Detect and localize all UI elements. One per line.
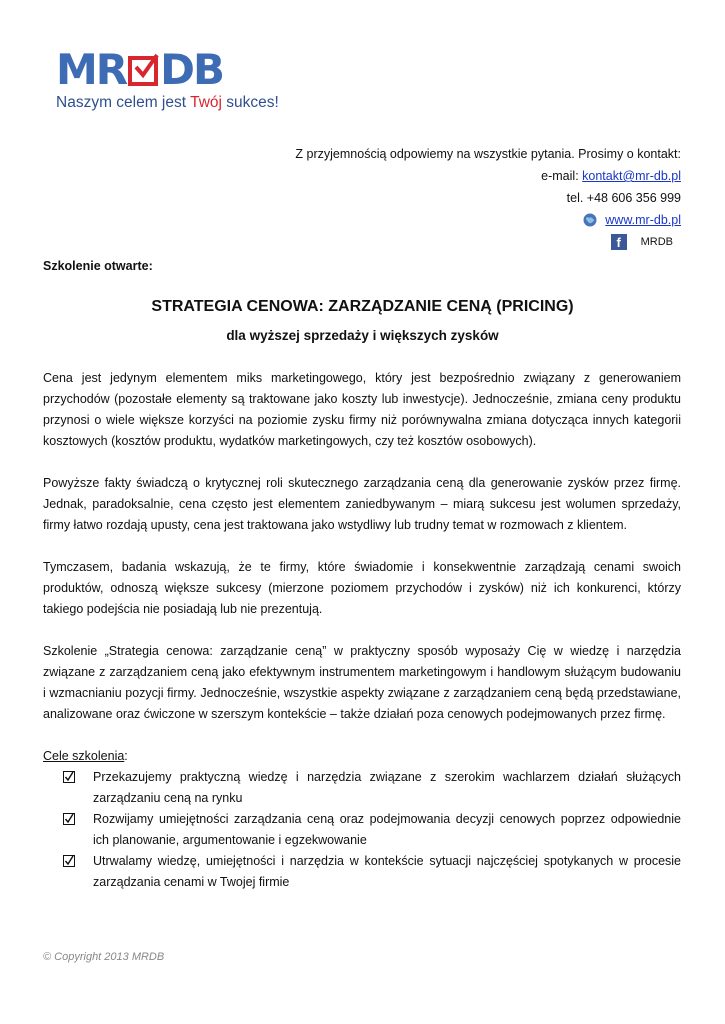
contact-website-row — [161, 209, 681, 231]
facebook-label: MRDB — [640, 236, 673, 248]
email-label: e-mail: — [541, 169, 579, 183]
checkbox-checked-icon — [63, 813, 81, 824]
goal-text: Utrwalamy wiedzę, umiejętności i narzędzia w kontekście sytuacji najczęściej spotykanych w procesie zarządzania cenami w Twojej firmie — [93, 854, 681, 889]
logo-wordmark — [56, 45, 296, 94]
contact-intro: Z przyjemnością odpowiemy na wszystkie pytania. Prosimy o kontakt: — [295, 147, 681, 161]
contact-block — [161, 143, 681, 253]
page-title: STRATEGIA CENOWA: ZARZĄDZANIE CENĄ (PRICING) — [151, 298, 574, 315]
tagline-start: Naszym celem jest — [56, 94, 191, 111]
checkbox-checked-icon — [63, 771, 81, 782]
tagline-highlight: Twój — [190, 94, 222, 111]
goals-colon: : — [124, 749, 128, 763]
tagline-end: sukces! — [221, 94, 279, 111]
paragraph: Cena jest jedynym elementem miks marketingowego, który jest bezpośrednio związany z generowaniem przychodów (pozostałe elementy są traktowane jako koszty lub inwestycje). Jednocześnie, zmiana ceny produktu przynosi o wiele większe korzyści na poziomie zysku firmy niż porównywalna zmiana dotycząca innych kategorii kosztowych (kosztów produktu, wydatków marketingowych, czy też kosztów osobowych). — [43, 371, 681, 448]
logo-text-db: DB — [160, 45, 224, 94]
logo-tagline — [56, 94, 296, 112]
contact-phone: tel. +48 606 356 999 — [566, 191, 681, 205]
list-item — [63, 851, 681, 893]
list-item — [63, 767, 681, 809]
document-body — [43, 368, 681, 893]
goals-list — [43, 767, 681, 893]
paragraph: Powyższe fakty świadczą o krytycznej roli skutecznego zarządzania ceną dla generowanie zysków przez firmę. Jednak, paradoksalnie, cena często jest elementem zaniedbywanym – miarą sukcesu jest wolumen sprzedaży, firmy łatwo rozdają upusty, cena jest traktowana jako wstydliwy lub trudny temat w rozmowach z klientem. — [43, 476, 681, 532]
paragraph: Tymczasem, badania wskazują, że te firmy, które świadomie i konsekwentnie zarządzają cenami swoich produktów, odnoszą większe sukcesy (mierzone poziomem przychodów i zysków) niż ich konkurenci, którzy takiego podejścia nie posiadają lub nie prezentują. — [43, 560, 681, 616]
goals-title: Cele szkolenia — [43, 749, 125, 763]
email-link[interactable]: kontakt@mr-db.pl — [582, 169, 681, 183]
page-subtitle: dla wyższej sprzedaży i większych zysków — [226, 328, 499, 343]
website-link[interactable]: www.mr-db.pl — [605, 213, 681, 227]
goals-heading — [43, 746, 681, 767]
goal-text: Przekazujemy praktyczną wiedzę i narzędzia związane z szerokim wachlarzem działań służących zarządzaniu ceną na rynku — [93, 770, 681, 805]
company-logo — [56, 45, 296, 112]
contact-email-row — [161, 165, 681, 187]
facebook-icon[interactable]: f — [611, 234, 627, 250]
goal-text: Rozwijamy umiejętności zarządzania ceną oraz podejmowania decyzji cenowych poprzez odpowiednie ich planowanie, argumentowanie i egzekwowanie — [93, 812, 681, 847]
checkbox-checked-icon — [63, 855, 81, 866]
paragraph: Szkolenie „Strategia cenowa: zarządzanie ceną” w praktyczny sposób wyposaży Cię w wiedzę i narzędzia związane z zarządzaniem ceną jako efektywnym instrumentem marketingowym i handlowym służącym budowaniu i wzmacnianiu pozycji firmy. Jednocześnie, wszystkie aspekty związane z zarządzaniem ceną będą przedstawiane, analizowane oraz ćwiczone w szerszym kontekście – także działań poza cenowych podejmowanych przez firmę. — [43, 644, 681, 721]
footer-copyright: © Copyright 2013 MRDB — [43, 951, 165, 963]
logo-text-mr: MR — [56, 45, 127, 94]
globe-icon — [583, 213, 597, 227]
logo-checkbox-icon — [128, 56, 158, 86]
contact-facebook-row — [161, 231, 681, 253]
list-item — [63, 809, 681, 851]
section-label: Szkolenie otwarte: — [43, 259, 153, 273]
